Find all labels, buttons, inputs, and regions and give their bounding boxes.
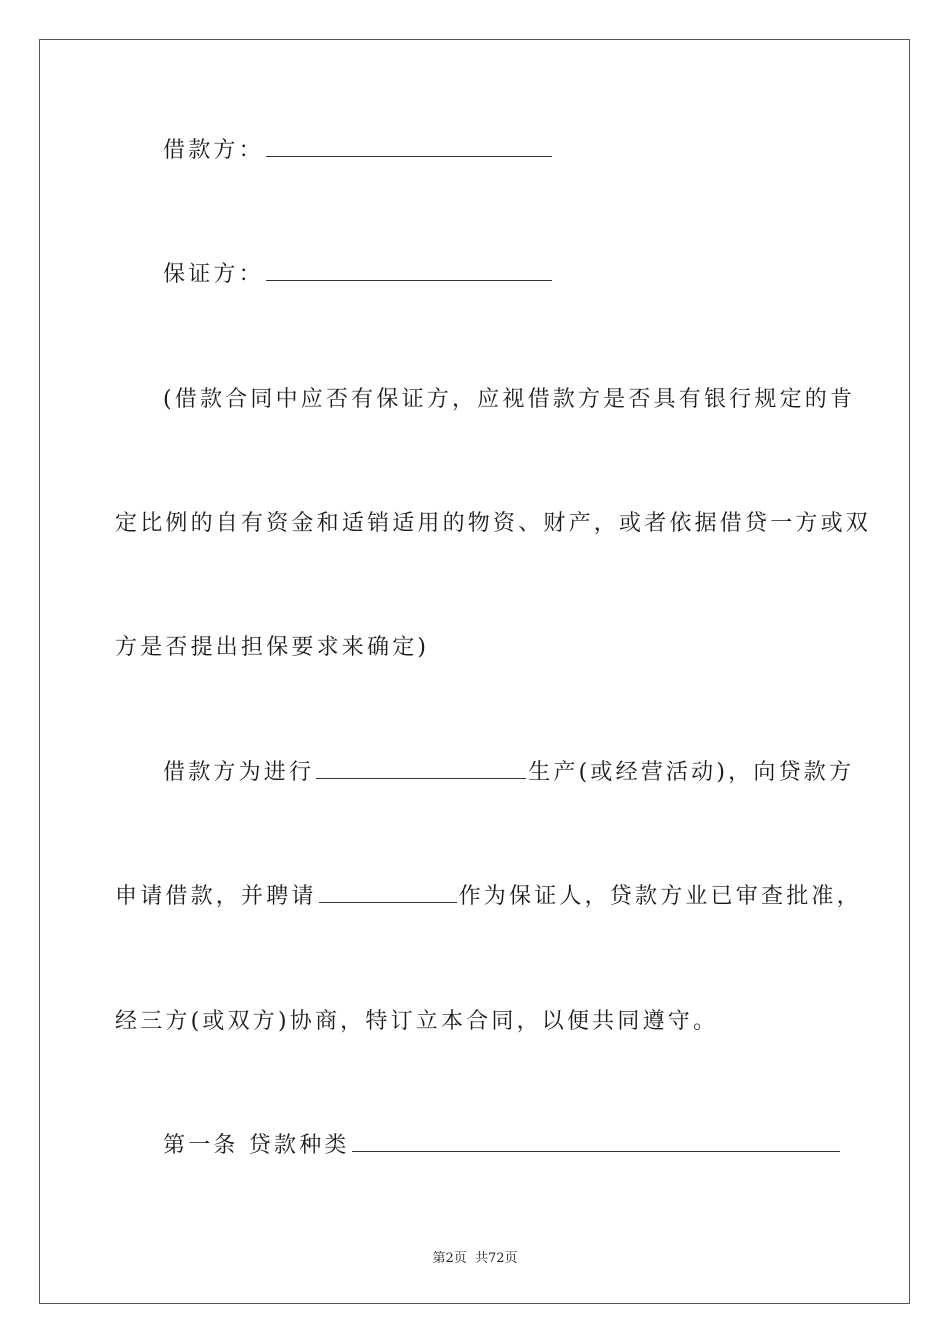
article1-label: 第一条 贷款种类 xyxy=(163,1133,350,1158)
note-line-1: (借款合同中应否有保证方，应视借款方是否具有银行规定的肯 xyxy=(163,387,856,412)
guarantor-label: 保证方： xyxy=(163,262,264,287)
borrower-line xyxy=(163,136,883,166)
page-number-total: 共72页 xyxy=(474,1251,518,1266)
intro-line-2 xyxy=(115,882,862,912)
note-line-2: 定比例的自有资金和适销适用的物资、财产，或者依据借贷一方或双 xyxy=(115,511,872,536)
intro-line-1 xyxy=(163,758,883,788)
guarantor-blank[interactable] xyxy=(266,260,552,281)
borrower-label: 借款方： xyxy=(163,138,264,163)
intro-line-2-suffix: 作为保证人，贷款方业已审查批准， xyxy=(458,884,862,909)
intro-line-1-prefix: 借款方为进行 xyxy=(163,760,315,785)
production-blank[interactable] xyxy=(316,758,526,779)
intro-line-3: 经三方(或双方)协商，特订立本合同，以便共同遵守。 xyxy=(115,1009,719,1034)
guarantor-name-blank[interactable] xyxy=(319,882,457,903)
guarantor-line xyxy=(163,260,883,290)
loan-type-blank[interactable] xyxy=(352,1131,840,1152)
page-footer xyxy=(0,1247,950,1266)
intro-line-1-suffix: 生产(或经营活动)，向贷款方 xyxy=(528,760,855,785)
borrower-blank[interactable] xyxy=(266,136,552,157)
article1-line xyxy=(163,1131,883,1161)
page-number-current: 第2页 xyxy=(432,1251,467,1266)
page-border xyxy=(39,39,910,1304)
intro-line-2-prefix: 申请借款，并聘请 xyxy=(115,884,317,909)
note-line-3: 方是否提出担保要求来确定) xyxy=(115,635,430,660)
